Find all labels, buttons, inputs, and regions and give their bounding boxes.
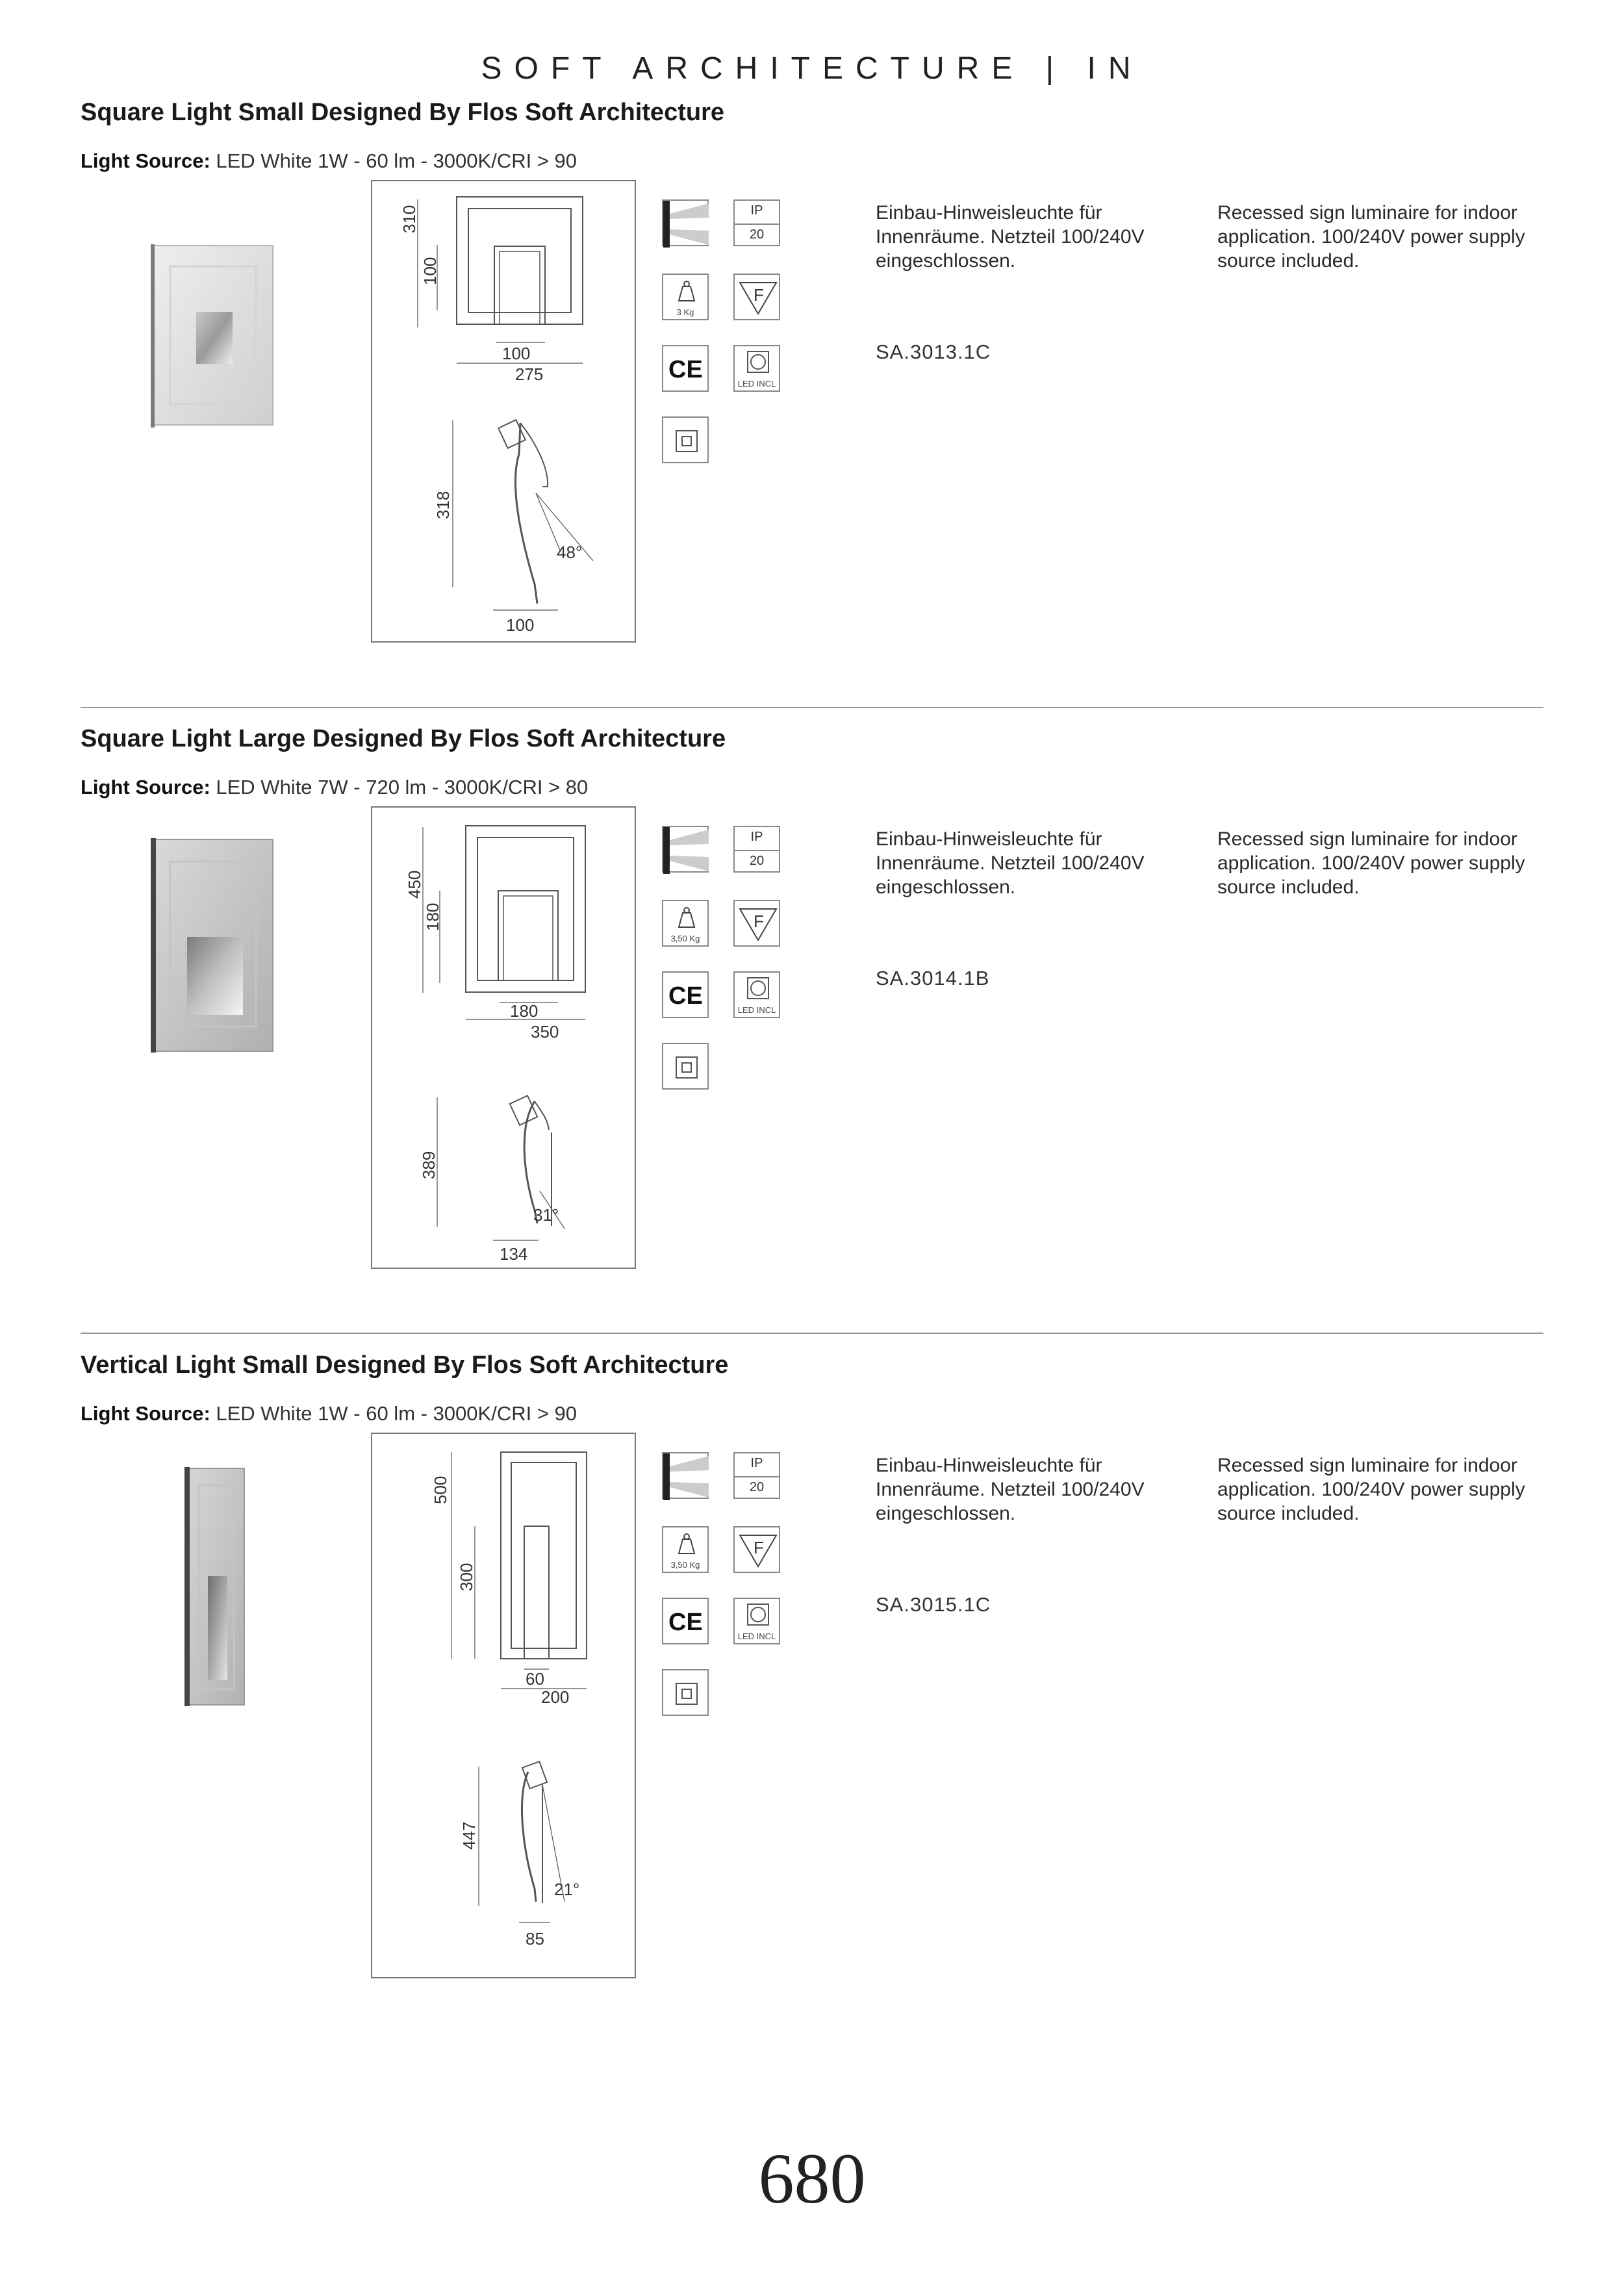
weight-icon bbox=[662, 1526, 709, 1573]
ip-value: 20 bbox=[749, 227, 765, 242]
description-en: Recessed sign luminaire for indoor application. 100/240V power supply source included. bbox=[1217, 828, 1525, 898]
light-source bbox=[81, 149, 577, 173]
page-header: SOFT ARCHITECTURE | IN bbox=[481, 51, 1143, 86]
description-de: Einbau-Hinweisleuchte für Innenräume. Netzteil 100/240V eingeschlossen. bbox=[876, 828, 1145, 898]
product-photo bbox=[184, 1467, 246, 1706]
led-incl-icon bbox=[733, 1598, 780, 1644]
product-section bbox=[0, 1351, 1624, 1975]
technical-drawing bbox=[371, 806, 636, 1269]
light-source-label: Light Source: bbox=[81, 1402, 210, 1425]
weight-value: 3 Kg bbox=[676, 307, 694, 317]
ce-mark-icon bbox=[662, 971, 709, 1018]
f-mark-icon bbox=[733, 274, 780, 320]
light-source-value: LED White 7W - 720 lm - 3000K/CRI > 80 bbox=[210, 776, 589, 798]
dim-height-inner: 100 bbox=[420, 257, 440, 285]
section-divider bbox=[81, 707, 1543, 708]
recessed-install-icon bbox=[662, 1669, 709, 1716]
dim-width-outer: 200 bbox=[541, 1687, 570, 1707]
led-incl-label: LED INCL bbox=[737, 379, 776, 389]
dim-width-inner: 100 bbox=[502, 344, 531, 363]
light-source bbox=[81, 776, 588, 799]
ce-mark-label: CE bbox=[668, 982, 703, 1010]
description-de: Einbau-Hinweisleuchte für Innenräume. Netzteil 100/240V eingeschlossen. bbox=[876, 202, 1145, 272]
description-de: Einbau-Hinweisleuchte für Innenräume. Netzteil 100/240V eingeschlossen. bbox=[876, 1455, 1145, 1524]
product-photo bbox=[151, 838, 275, 1053]
weight-icon bbox=[662, 900, 709, 947]
weight-value: 3,50 Kg bbox=[670, 1560, 700, 1570]
technical-drawing bbox=[371, 1433, 636, 1978]
led-incl-icon bbox=[733, 971, 780, 1018]
beam-icon bbox=[662, 826, 709, 873]
description-en: Recessed sign luminaire for indoor application. 100/240V power supply source included. bbox=[1217, 1455, 1525, 1524]
dim-angle: 31° bbox=[533, 1205, 559, 1225]
dim-depth: 134 bbox=[500, 1244, 528, 1264]
recessed-install-icon bbox=[662, 1043, 709, 1090]
beam-icon bbox=[662, 199, 709, 246]
f-mark-label: F bbox=[754, 912, 764, 931]
light-source-value: LED White 1W - 60 lm - 3000K/CRI > 90 bbox=[210, 149, 577, 172]
product-title: Square Light Small Designed By Flos Soft Architecture bbox=[81, 99, 724, 126]
page-number: 680 bbox=[758, 2139, 866, 2218]
light-source-label: Light Source: bbox=[81, 776, 210, 798]
product-section bbox=[0, 99, 1624, 722]
beam-icon bbox=[662, 1452, 709, 1499]
dim-depth: 85 bbox=[526, 1929, 544, 1948]
dim-height-outer: 310 bbox=[400, 205, 419, 233]
weight-value: 3,50 Kg bbox=[670, 934, 700, 943]
ip-rating bbox=[733, 1452, 780, 1499]
ip-label: IP bbox=[750, 1456, 763, 1470]
f-mark-icon bbox=[733, 1526, 780, 1573]
dim-angle: 21° bbox=[554, 1880, 580, 1899]
dim-side-height: 447 bbox=[459, 1821, 479, 1850]
product-section bbox=[0, 725, 1624, 1349]
product-photo bbox=[151, 244, 275, 428]
dim-angle: 48° bbox=[557, 543, 583, 562]
ce-mark-label: CE bbox=[668, 1609, 703, 1636]
ce-mark-icon bbox=[662, 345, 709, 392]
product-code: SA.3015.1C bbox=[876, 1593, 991, 1616]
dim-height-inner: 300 bbox=[457, 1563, 476, 1591]
ip-rating bbox=[733, 199, 780, 246]
technical-drawing bbox=[371, 180, 636, 643]
light-source bbox=[81, 1402, 577, 1425]
weight-icon bbox=[662, 274, 709, 320]
led-incl-label: LED INCL bbox=[737, 1631, 776, 1641]
light-source-value: LED White 1W - 60 lm - 3000K/CRI > 90 bbox=[210, 1402, 577, 1425]
section-divider bbox=[81, 1333, 1543, 1334]
product-code: SA.3013.1C bbox=[876, 340, 991, 363]
f-mark-label: F bbox=[754, 1538, 764, 1557]
dim-depth: 100 bbox=[506, 615, 535, 635]
dim-width-inner: 180 bbox=[510, 1001, 539, 1021]
ip-value: 20 bbox=[749, 1480, 765, 1494]
dim-width-outer: 350 bbox=[531, 1022, 559, 1041]
led-incl-label: LED INCL bbox=[737, 1005, 776, 1015]
dim-width-outer: 275 bbox=[515, 364, 544, 384]
dim-height-outer: 500 bbox=[431, 1476, 450, 1504]
light-source-label: Light Source: bbox=[81, 149, 210, 172]
ip-label: IP bbox=[750, 830, 763, 844]
f-mark-icon bbox=[733, 900, 780, 947]
product-title: Square Light Large Designed By Flos Soft Architecture bbox=[81, 725, 726, 752]
ce-mark-label: CE bbox=[668, 356, 703, 383]
dim-width-inner: 60 bbox=[526, 1669, 544, 1689]
led-incl-icon bbox=[733, 345, 780, 392]
ip-value: 20 bbox=[749, 854, 765, 868]
product-title: Vertical Light Small Designed By Flos Soft Architecture bbox=[81, 1351, 729, 1379]
f-mark-label: F bbox=[754, 285, 764, 305]
ce-mark-icon bbox=[662, 1598, 709, 1644]
recessed-install-icon bbox=[662, 416, 709, 463]
ip-rating bbox=[733, 826, 780, 873]
description-en: Recessed sign luminaire for indoor application. 100/240V power supply source included. bbox=[1217, 202, 1525, 272]
dim-side-height: 318 bbox=[433, 491, 453, 519]
dim-height-inner: 180 bbox=[423, 902, 442, 931]
ip-label: IP bbox=[750, 203, 763, 218]
product-code: SA.3014.1B bbox=[876, 967, 990, 990]
dim-side-height: 389 bbox=[419, 1151, 438, 1179]
dim-height-outer: 450 bbox=[405, 870, 424, 899]
